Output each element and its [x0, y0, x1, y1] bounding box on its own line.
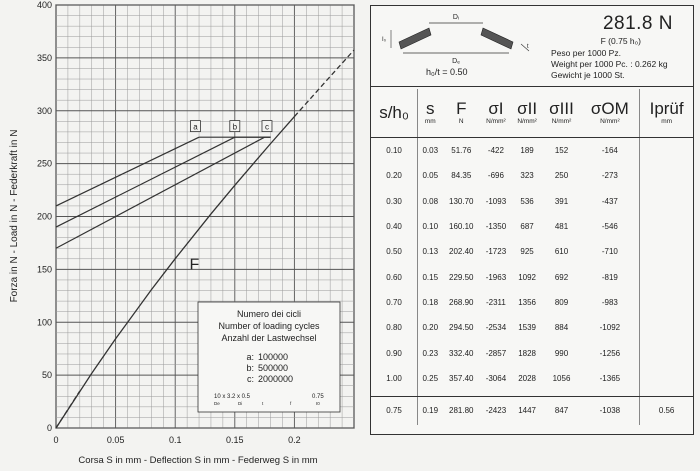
- table-cell: [640, 239, 693, 264]
- table-row: [371, 214, 693, 239]
- col-header: [442, 89, 480, 138]
- y-tick-label: 250: [36, 158, 52, 169]
- table-row: [371, 290, 693, 315]
- col-header-symbol: σI: [488, 99, 504, 118]
- table-cell: 0.20: [371, 163, 418, 188]
- table-cell: -2857: [485, 348, 507, 358]
- table-cell: [640, 340, 693, 365]
- legend-dims: 10 x 3.2 x 0.5: [214, 394, 251, 400]
- table-cell: 202.40: [449, 247, 474, 257]
- table-cell: 323: [520, 171, 534, 181]
- table-cell: 294.50: [449, 323, 474, 333]
- col-header-symbol: s/h₀: [379, 103, 409, 122]
- table-cell: [640, 163, 693, 188]
- table-cell: -1092: [581, 315, 640, 340]
- y-tick-label: 350: [36, 52, 52, 63]
- table-cell: 0.80: [371, 315, 418, 340]
- table-cell: [640, 264, 693, 289]
- table-cell: -2534: [485, 323, 507, 333]
- table-cell: -1038: [581, 396, 640, 425]
- table-cell: 692: [554, 272, 569, 282]
- table-cell: 0.75: [371, 396, 418, 425]
- col-header: [581, 89, 640, 138]
- spec-line-1: Peso per 1000 Pz.: [551, 48, 621, 58]
- table-cell: 2028: [518, 373, 536, 383]
- table-summary-row: [371, 396, 693, 425]
- table-cell: 0.90: [371, 340, 418, 365]
- col-header-unit: N/mm²: [600, 118, 620, 125]
- table-cell: 0.10: [371, 138, 418, 164]
- col-header: [640, 89, 693, 138]
- table-cell: 1828: [518, 348, 536, 358]
- x-tick-label: 0.05: [106, 435, 125, 445]
- table-cell: 481: [554, 222, 569, 232]
- col-header: [371, 89, 418, 138]
- legend-cycle-value-b: 500000: [258, 363, 289, 373]
- col-header-symbol: σII: [517, 99, 538, 118]
- col-header: [418, 89, 443, 138]
- table-cell: -437: [581, 189, 640, 214]
- legend-dims-sub-label: t: [262, 401, 264, 406]
- table-cell: 610: [554, 247, 569, 257]
- table-cell: 809: [554, 297, 569, 307]
- table-cell: 0.56: [658, 406, 675, 416]
- table-cell: 0.23: [422, 348, 439, 358]
- table-cell: -2423: [485, 406, 507, 416]
- table-cell: -1256: [581, 340, 640, 365]
- col-header-unit: N/mm²: [486, 118, 506, 125]
- cycles-legend: [198, 302, 340, 412]
- col-header-symbol: F: [456, 99, 467, 118]
- table-cell: 84.35: [451, 171, 472, 181]
- y-tick-label: 300: [36, 105, 52, 116]
- y-tick-label: 100: [36, 317, 52, 328]
- table-cell: 357.40: [449, 373, 474, 383]
- legend-dims-right: 0.75: [312, 394, 324, 400]
- table-cell: 990: [554, 348, 569, 358]
- table-cell: -273: [581, 163, 640, 188]
- col-header-unit: mm: [424, 118, 436, 125]
- legend-cycle-key-b: b:: [246, 363, 254, 373]
- table-cell: 51.76: [451, 146, 472, 156]
- col-header-symbol: σIII: [549, 99, 574, 118]
- y-tick-label: 150: [36, 264, 52, 275]
- table-cell: [640, 138, 693, 164]
- table-cell: 152: [554, 146, 569, 156]
- table-cell: 1.00: [371, 366, 418, 391]
- col-header-unit: mm: [661, 118, 673, 125]
- legend-line-3: Anzahl der Lastwechsel: [221, 333, 317, 343]
- table-row: [371, 264, 693, 289]
- legend-dims-sub-label: Di: [238, 401, 243, 406]
- legend-cycle-value-c: 2000000: [258, 374, 294, 384]
- line-label-b: b: [232, 122, 238, 132]
- spec-line-3: Gewicht je 1000 St.: [551, 70, 625, 80]
- table-row: [371, 315, 693, 340]
- legend-dims-sub-label: f: [290, 401, 292, 406]
- table-row: [371, 366, 693, 391]
- col-header-unit: N/mm²: [551, 118, 572, 125]
- legend-cycle-key-a: a:: [246, 352, 254, 362]
- table-cell: 332.40: [449, 348, 474, 358]
- table-cell: -983: [581, 290, 640, 315]
- y-axis-label: Forza in N - Load in N - Federkraft in N: [9, 129, 20, 303]
- spec-subtitle: F (0.75 h₀): [600, 36, 641, 46]
- x-tick-label: 0.1: [168, 435, 182, 445]
- y-tick-label: 400: [36, 0, 52, 10]
- x-axis-label: Corsa S in mm - Deflection S in mm - Federweg S in mm: [78, 455, 318, 466]
- table-cell: [640, 366, 693, 391]
- table-row: [371, 340, 693, 365]
- de-label: Dₑ: [452, 58, 460, 65]
- y-tick-label: 50: [41, 370, 52, 381]
- table-cell: -546: [581, 214, 640, 239]
- y-tick-label: 0: [46, 423, 52, 433]
- spec-line-2: Weight per 1000 Pc. : 0.262 kg: [551, 59, 668, 69]
- col-header-unit: N: [458, 118, 464, 125]
- table-cell: 884: [554, 323, 569, 333]
- table-cell: -1963: [485, 272, 507, 282]
- col-header: [542, 89, 580, 138]
- table-cell: -3064: [485, 373, 507, 383]
- table-cell: -710: [581, 239, 640, 264]
- table-cell: 536: [520, 196, 534, 206]
- table-cell: 0.40: [371, 214, 418, 239]
- line-label-F: F: [189, 256, 200, 274]
- table-cell: 160.10: [449, 222, 474, 232]
- table-cell: 0.18: [422, 297, 439, 307]
- table-cell: 847: [554, 406, 569, 416]
- table-cell: 250: [554, 171, 569, 181]
- t-label: t: [527, 44, 529, 50]
- line-label-c: c: [264, 122, 269, 132]
- col-header-symbol: σOM: [590, 99, 629, 118]
- table-header-row: [371, 89, 693, 138]
- spec-load: 281.8 N: [602, 13, 673, 34]
- table-cell: 0.19: [422, 406, 439, 416]
- table-cell: 0.20: [422, 323, 439, 333]
- table-cell: 268.90: [449, 297, 474, 307]
- legend-dims-sub-label: I0: [316, 401, 320, 406]
- col-header-unit: N/mm²: [517, 118, 537, 125]
- spring-header: [371, 6, 693, 87]
- table-cell: -1350: [485, 222, 507, 232]
- table-cell: [640, 315, 693, 340]
- di-label: Dᵢ: [452, 14, 460, 21]
- table-cell: 1356: [518, 297, 536, 307]
- table-cell: 189: [520, 146, 534, 156]
- table-row: [371, 239, 693, 264]
- table-cell: 281.80: [449, 406, 474, 416]
- table-cell: 229.50: [449, 272, 474, 282]
- spring-spec-panel: [370, 5, 694, 435]
- table-cell: -1723: [485, 247, 507, 257]
- table-cell: -2311: [485, 297, 506, 307]
- y-tick-label: 200: [36, 211, 52, 222]
- table-cell: 0.13: [422, 247, 439, 257]
- x-tick-label: 0.15: [226, 435, 244, 445]
- col-header: [512, 89, 543, 138]
- table-cell: -422: [487, 146, 504, 156]
- ratio-label: h₀/t = 0.50: [426, 67, 468, 77]
- table-row: [371, 189, 693, 214]
- table-cell: [640, 290, 693, 315]
- col-header: [480, 89, 512, 138]
- col-header-symbol: s: [426, 99, 435, 118]
- legend-dims-sub-label: De: [214, 401, 220, 406]
- spec-weight-block: [551, 48, 668, 81]
- line-label-a: a: [193, 122, 198, 132]
- table-cell: [640, 214, 693, 239]
- table-cell: 1092: [518, 272, 536, 282]
- data-table: [371, 89, 693, 425]
- table-cell: -696: [487, 171, 504, 181]
- table-cell: 391: [554, 196, 569, 206]
- table-cell: -1365: [581, 366, 640, 391]
- table-cell: 0.08: [422, 196, 439, 206]
- table-cell: -819: [581, 264, 640, 289]
- table-cell: 1539: [518, 323, 536, 333]
- legend-cycle-key-c: c:: [246, 374, 254, 384]
- table-cell: -1093: [485, 196, 507, 206]
- table-cell: -164: [581, 138, 640, 164]
- table-cell: 687: [520, 222, 534, 232]
- table-cell: 0.70: [371, 290, 418, 315]
- legend-line-2: Number of loading cycles: [218, 321, 320, 331]
- table-cell: 0.05: [422, 171, 439, 181]
- table-cell: 0.50: [371, 239, 418, 264]
- table-cell: 925: [520, 247, 534, 257]
- table-cell: 0.30: [371, 189, 418, 214]
- table-cell: 0.03: [422, 146, 439, 156]
- l0-label: I₀: [382, 37, 387, 43]
- legend-cycle-value-a: 100000: [258, 352, 289, 362]
- legend-line-1: Numero dei cicli: [236, 309, 302, 319]
- disc-spring-drawing: [371, 6, 541, 68]
- table-cell: 130.70: [449, 196, 474, 206]
- table-cell: 1056: [552, 373, 571, 383]
- x-tick-label: 0: [53, 435, 59, 445]
- table-cell: 0.25: [422, 373, 439, 383]
- table-cell: 0.10: [422, 222, 439, 232]
- x-tick-label: 0.2: [288, 435, 301, 445]
- col-header-symbol: Iprüf: [649, 99, 684, 118]
- table-row: [371, 138, 693, 164]
- table-cell: 1447: [518, 406, 536, 416]
- table-cell: [640, 189, 693, 214]
- table-cell: 0.60: [371, 264, 418, 289]
- table-row: [371, 163, 693, 188]
- table-cell: 0.15: [422, 272, 439, 282]
